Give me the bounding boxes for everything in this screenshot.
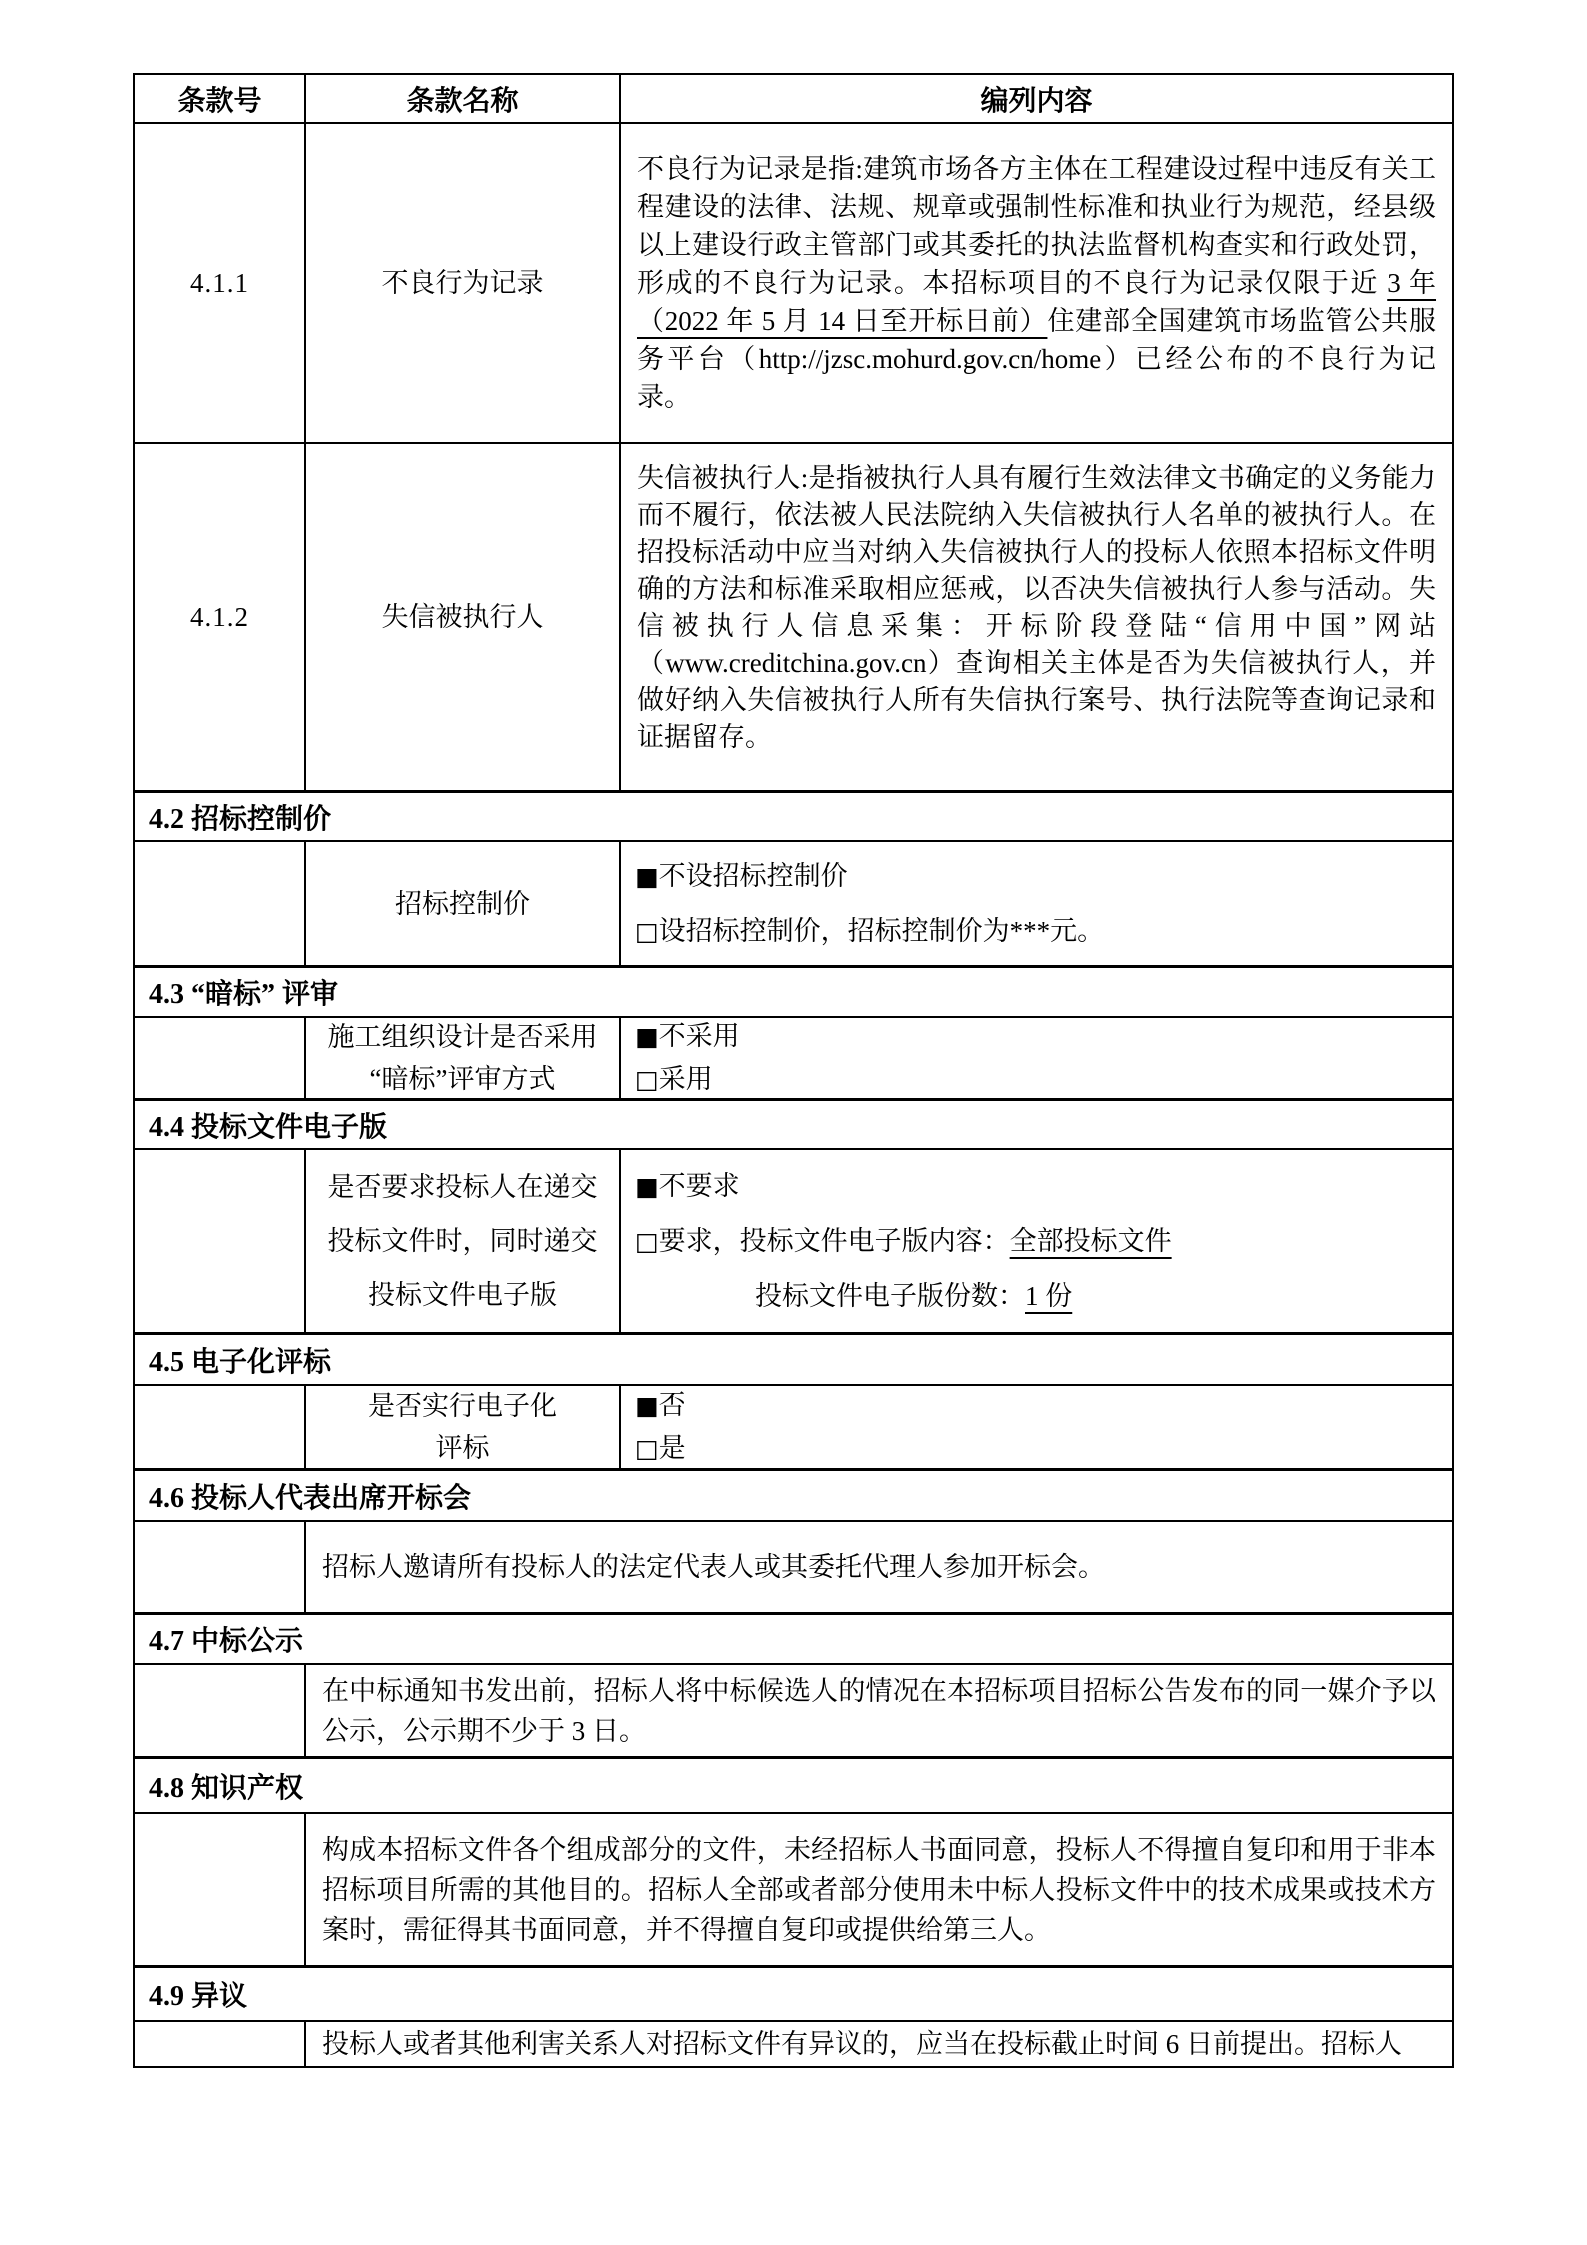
e-bid-copies-label: 投标文件电子版份数： [755,1281,1025,1311]
header-content: 编列内容 [619,75,1452,122]
option-e-eval-no [635,1384,1452,1427]
row-4-3-empty-cell [135,1018,304,1098]
e-bid-content-value: 全部投标文件 [1009,1226,1172,1256]
header-clause-no: 条款号 [177,85,262,117]
row-4-5 [135,1384,1452,1468]
bad-behavior-period-underlined: 3 年（2022 年 5 月 14 日至开标日前） [637,268,1437,336]
row-4-8-content-cell [304,1814,1452,1965]
row-4-9 [135,2020,1452,2066]
section-4-2-title: 4.2 招标控制价 [149,803,332,835]
section-4-9-header [135,1965,1452,2020]
dishonest-executee-collection: 失信被执行人信息采集：开标阶段登陆“信用中国”网站（www.creditchina.gov.cn）查询相关主体是否为失信被执行人，并做好纳入失信被执行人所有失信执行案号、执行法院等查询记录和证据留存。 [637,574,1436,752]
option-e-eval-no-label: 否 [658,1390,686,1420]
row-4-2-name [304,842,619,965]
section-4-3-header [135,965,1452,1016]
row-4-2 [135,840,1452,965]
clause-name-4-1-1: 不良行为记录 [304,124,619,442]
bad-behavior-scope-pre: 本招标项目的不良行为记录仅限于近 [922,268,1388,298]
row-4-6-empty-cell [135,1522,304,1612]
section-4-2-header [135,790,1452,840]
option-set-control-price [635,904,1452,959]
dark-bid-question-line1: 施工组织设计是否采用 [327,1022,598,1052]
option-e-eval-yes [635,1427,1452,1470]
e-bid-copies-line [635,1269,1452,1323]
row-4-3 [135,1016,1452,1098]
section-4-6-header [135,1468,1452,1520]
row-4-9-content-cell [304,2022,1452,2066]
section-4-3-title: 4.3 “暗标” 评审 [149,979,339,1010]
row-4-5-name [304,1386,619,1468]
row-4-7 [135,1663,1452,1756]
row-4-1-1 [135,122,1452,442]
dishonest-executee-definition: 失信被执行人:是指被执行人具有履行生效法律文书确定的义务能力而不履行，依法被人民法院纳入失信被执行人名单的被执行人。在招投标活动中应当对纳入失信被执行人的投标人依照本招标文件明确的方法和标准采取相应惩戒，以否决失信被执行人参与活动。 [637,463,1436,604]
option-e-bid-not-required-label: 不要求 [658,1171,740,1201]
option-e-bid-required [635,1214,1452,1269]
section-4-7-title: 4.7 中标公示 [149,1626,304,1657]
row-4-4-empty-cell [135,1150,304,1332]
option-no-control-price [635,849,1452,904]
winner-publicity-text: 在中标通知书发出前，招标人将中标候选人的情况在本招标项目招标公告发布的同一媒介予以公示，公示期不少于 3 日。 [322,1675,1436,1746]
row-4-4-name [304,1150,619,1332]
row-4-3-options [619,1018,1452,1098]
e-bid-question-line2: 投标文件时，同时递交 [327,1226,598,1256]
e-eval-question-line1: 是否实行电子化 [368,1391,557,1421]
open-bid-meeting-text: 招标人邀请所有投标人的法定代表人或其委托代理人参加开标会。 [322,1552,1105,1582]
checkbox-unchecked-icon: □ [635,1227,659,1256]
section-4-4-header [135,1098,1452,1148]
section-4-8-header [135,1756,1452,1812]
bad-behavior-scope-post: 住建部全国建筑市场监管公共服务平台（http://jzsc.mohurd.gov.cn/home）已经公布的不良行为记录。 [637,306,1436,412]
clause-name-4-1-2: 失信被执行人 [304,444,619,790]
checkbox-unchecked-icon: □ [635,1065,659,1094]
option-dark-bid-yes [635,1058,1452,1101]
header-clause-name: 条款名称 [304,75,619,122]
clause-no-4-1-2: 4.1.2 [190,601,249,632]
clause-no-4-1-1: 4.1.1 [190,267,249,298]
table-header-row [135,75,1452,122]
row-4-6-content-cell [304,1522,1452,1612]
option-set-control-price-label: 设招标控制价，招标控制价为***元。 [658,915,1105,946]
row-4-8-empty-cell [135,1814,304,1965]
row-4-5-options [619,1386,1452,1468]
checkbox-checked-icon: ■ [635,1022,659,1051]
row-4-6 [135,1520,1452,1612]
section-4-5-title: 4.5 电子化评标 [149,1346,332,1378]
e-bid-question-line3: 投标文件电子版 [368,1280,557,1310]
section-4-7-header [135,1612,1452,1663]
objection-text: 投标人或者其他利害关系人对招标文件有异议的，应当在投标截止时间 6 日前提出。招标人 [322,2029,1402,2059]
clause-table [133,73,1454,2068]
option-dark-bid-no-label: 不采用 [658,1021,740,1051]
row-4-9-empty-cell [135,2022,304,2066]
checkbox-unchecked-icon: □ [635,916,659,946]
clause-content-4-1-1 [619,124,1452,442]
bad-behavior-definition: 不良行为记录是指:建筑市场各方主体在工程建设过程中违反有关工程建设的法律、法规、规章或强制性标准和执业行为规范，经县级以上建设行政主管部门或其委托的执法监督机构查实和行政处罚，形成的不良行为记录。 [637,154,1436,298]
option-dark-bid-no [635,1015,1452,1058]
row-4-7-empty-cell [135,1665,304,1756]
section-4-4-title: 4.4 投标文件电子版 [149,1111,388,1143]
control-price-label: 招标控制价 [395,888,530,919]
checkbox-checked-icon: ■ [635,861,659,891]
row-4-8 [135,1812,1452,1965]
clause-content-4-1-2 [619,444,1452,790]
section-4-8-title: 4.8 知识产权 [149,1772,304,1804]
e-bid-copies-value: 1 份 [1025,1281,1073,1311]
option-e-bid-not-required [635,1159,1452,1214]
section-4-6-title: 4.6 投标人代表出席开标会 [149,1482,472,1514]
row-4-3-name [304,1018,619,1098]
option-no-control-price-label: 不设招标控制价 [658,860,848,891]
row-4-2-empty-cell [135,842,304,965]
row-4-5-empty-cell [135,1386,304,1468]
option-e-bid-required-label: 要求，投标文件电子版内容： [658,1226,1010,1256]
section-4-5-header [135,1332,1452,1384]
e-bid-question-line1: 是否要求投标人在递交 [327,1172,598,1202]
option-dark-bid-yes-label: 采用 [658,1064,713,1094]
dark-bid-question-line2: “暗标”评审方式 [369,1064,556,1094]
row-4-7-content-cell [304,1665,1452,1756]
checkbox-unchecked-icon: □ [635,1434,659,1463]
row-4-1-2 [135,442,1452,790]
row-4-2-options [619,842,1452,965]
option-e-eval-yes-label: 是 [658,1433,686,1463]
e-eval-question-line2: 评标 [435,1433,490,1463]
checkbox-checked-icon: ■ [635,1391,659,1420]
checkbox-checked-icon: ■ [635,1172,659,1201]
intellectual-property-text: 构成本招标文件各个组成部分的文件，未经招标人书面同意，投标人不得擅自复印和用于非本招标项目所需的其他目的。招标人全部或者部分使用未中标人投标文件中的技术成果或技术方案时，需征得其书面同意，并不得擅自复印或提供给第三人。 [322,1834,1436,1945]
section-4-9-title: 4.9 异议 [149,1981,248,2012]
row-4-4-options [619,1150,1452,1332]
row-4-4 [135,1148,1452,1332]
